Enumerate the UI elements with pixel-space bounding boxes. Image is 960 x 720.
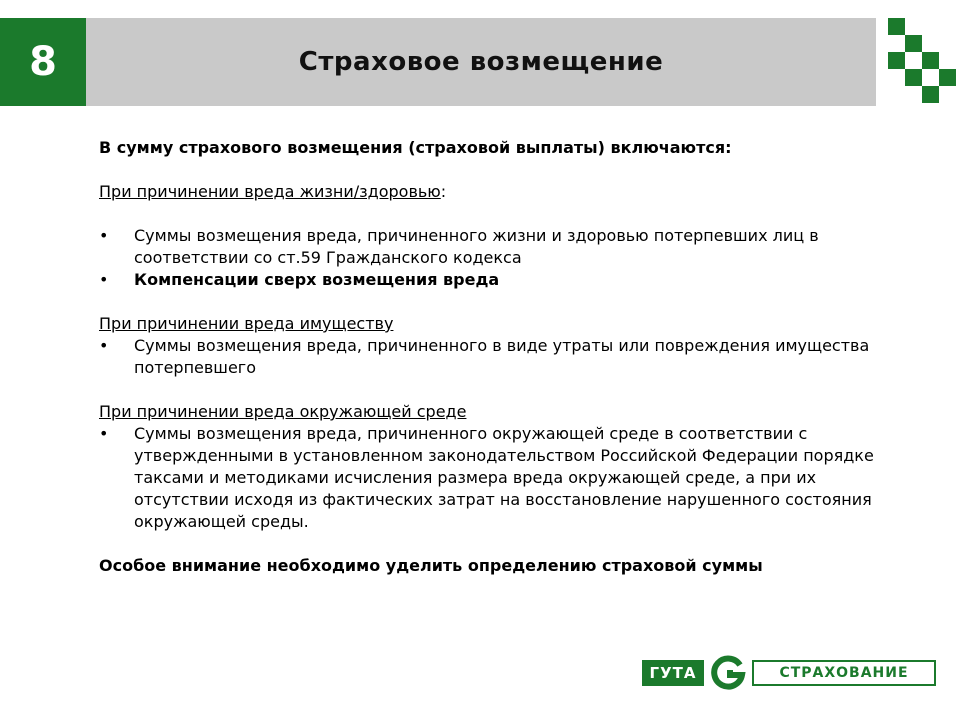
section-heading-property: При причинении вреда имуществу	[99, 314, 394, 333]
slide-title: Страховое возмещение	[298, 47, 664, 77]
bullet-icon: •	[99, 226, 109, 245]
heading-suffix: :	[440, 182, 447, 201]
title-bar	[86, 18, 876, 106]
list-item-text: Компенсации сверх возмещения вреда	[134, 270, 500, 289]
list-environment	[99, 423, 889, 533]
list-item	[99, 269, 889, 291]
list-property	[99, 335, 889, 379]
list-item-text: Суммы возмещения вреда, причиненного жизни и здоровью потерпевших лиц в соответствии со ст.59 Гражданского кодекса	[134, 226, 819, 267]
list-item	[99, 335, 889, 379]
list-item	[99, 423, 889, 533]
slide-number: 8	[0, 18, 86, 106]
lead-text: В сумму страхового возмещения (страховой выплаты) включаются:	[99, 138, 732, 157]
list-item-text: Суммы возмещения вреда, причиненного в виде утраты или повреждения имущества потерпевшего	[134, 336, 870, 377]
final-note: Особое внимание необходимо уделить определению страховой суммы	[99, 556, 763, 575]
g-letter-icon	[708, 653, 748, 693]
bullet-icon: •	[99, 424, 109, 443]
bullet-icon: •	[99, 270, 109, 289]
list-item	[99, 225, 889, 269]
bullet-icon: •	[99, 336, 109, 355]
section-heading-environment: При причинении вреда окружающей среде	[99, 402, 467, 421]
company-logo	[642, 658, 936, 688]
section-heading-text: При причинении вреда жизни/здоровью	[99, 182, 441, 201]
slide-content	[99, 137, 889, 577]
list-item-text: Суммы возмещения вреда, причиненного окружающей среде в соответствии с утвержденными в установленном законодательством Российской Федерации порядке таксами и методиками исчисления размера вреда окружающей среде, а при их отсутствии исходя из фактических затрат на восстановление нарушенного состояния окружающей среды.	[134, 424, 874, 531]
logo-right-text: СТРАХОВАНИЕ	[752, 660, 936, 686]
list-health	[99, 225, 889, 291]
logo-left-text: ГУТА	[642, 660, 704, 686]
section-heading-health	[99, 181, 889, 203]
